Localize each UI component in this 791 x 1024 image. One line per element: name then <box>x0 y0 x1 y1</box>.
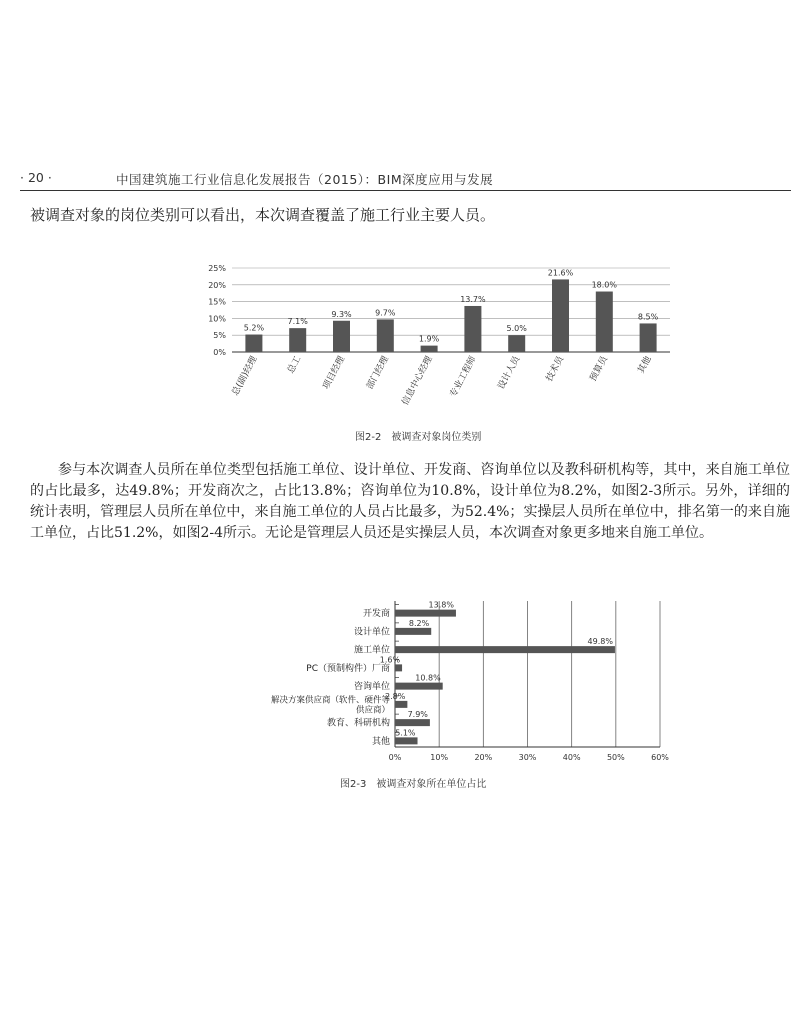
x-tick-label: 60% <box>651 753 669 762</box>
page-number: · 20 · <box>20 170 52 185</box>
bar <box>395 683 443 690</box>
data-label: 1.6% <box>379 655 401 665</box>
bar <box>395 664 402 671</box>
bar <box>395 646 615 653</box>
y-tick-label-line: PC（预制构件）厂商 <box>306 663 390 674</box>
y-tick-label <box>372 735 390 747</box>
bar <box>395 719 430 726</box>
bar <box>395 701 407 708</box>
bar <box>395 737 418 744</box>
data-label: 9.3% <box>331 309 352 319</box>
bar <box>289 328 306 352</box>
y-tick-label-line: 开发商 <box>362 609 390 620</box>
x-tick-label: 设计人员 <box>496 354 523 392</box>
y-tick-label-line: 咨询单位 <box>353 682 390 693</box>
body-paragraph: 参与本次调查人员所在单位类型包括施工单位、设计单位、开发商、咨询单位以及教科研机构等，其中，来自施工单位的占比最多，达49.8%；开发商次之，占比13.8%；咨询单位为10.8%，设计单位为8.2%，如图2-3所示。另外，详细的统计表明，管理层人员所在单位中，来自施工单位的人员占比最多，为52.4%；实操层人员所在单位中，排名第一的来自施工单位，占比51.2%，如图2-4所示。无论是管理层人员还是实操层人员，本次调查对象更多地来自施工单位。 <box>30 462 790 541</box>
y-tick-label-line: 教育、科研机构 <box>326 718 390 729</box>
x-tick-label: 专业工程师 <box>448 354 479 400</box>
y-tick-label <box>354 644 390 656</box>
y-tick-label-line: 供应商） <box>355 705 390 716</box>
y-tick-label-line: 其他 <box>371 736 390 747</box>
x-tick-label: 40% <box>562 753 581 762</box>
x-tick-label: 技术员 <box>544 354 567 384</box>
data-label: 5.2% <box>243 323 265 333</box>
y-tick-label: 15% <box>208 297 226 307</box>
bar <box>395 610 456 617</box>
data-label: 8.2% <box>408 618 430 628</box>
data-label: 2.8% <box>385 691 406 701</box>
bar <box>333 321 350 352</box>
data-label: 9.7% <box>375 308 396 318</box>
y-tick-label <box>354 680 390 692</box>
bar <box>552 279 569 352</box>
data-label: 7.1% <box>287 317 308 327</box>
bar <box>596 292 613 352</box>
data-label: 18.0% <box>591 280 618 290</box>
y-tick-label: 10% <box>208 314 226 324</box>
x-tick-label: 30% <box>518 753 537 762</box>
data-label: 7.9% <box>407 710 428 720</box>
x-tick-label: 20% <box>474 753 493 762</box>
x-tick-label: 部门经理 <box>365 354 391 392</box>
bar <box>508 335 525 352</box>
y-tick-label <box>271 694 391 715</box>
running-header <box>20 168 791 191</box>
y-tick-label-line: 施工单位 <box>353 645 390 656</box>
data-label: 5.1% <box>395 728 416 738</box>
bar <box>421 346 438 352</box>
data-label: 10.8% <box>415 673 441 683</box>
y-tick-label <box>327 717 390 729</box>
y-tick-label: 20% <box>208 280 226 290</box>
x-tick-label: 其他 <box>636 354 654 376</box>
x-tick-label: 总(副)经理 <box>230 354 260 398</box>
bar <box>640 323 657 352</box>
x-tick-label: 50% <box>606 753 625 762</box>
data-label: 1.9% <box>418 334 440 344</box>
intro-sentence: 被调查对象的岗位类别可以看出，本次调查覆盖了施工行业主要人员。 <box>30 206 496 224</box>
x-tick-label: 预算员 <box>588 354 610 384</box>
x-tick-label: 0% <box>388 753 402 762</box>
y-tick-label-line: 解决方案供应商（软件、硬件等 <box>270 695 390 706</box>
x-tick-label: 信息中心经理 <box>400 354 435 408</box>
y-tick-label: 25% <box>208 264 226 273</box>
position-category-chart <box>200 262 680 422</box>
x-tick-label: 总工 <box>286 354 304 376</box>
bar <box>377 319 394 352</box>
data-label: 8.5% <box>637 312 659 322</box>
bar <box>245 335 262 352</box>
figure2-caption: 图2-3 被调查对象所在单位占比 <box>340 779 487 790</box>
bar <box>395 628 431 635</box>
y-tick-label: 0% <box>213 348 226 357</box>
data-label: 13.8% <box>428 600 454 610</box>
y-tick-label: 5% <box>213 331 226 341</box>
bar <box>464 306 481 352</box>
x-tick-label: 10% <box>430 753 449 762</box>
figure1-caption: 图2-2 被调查对象岗位类别 <box>355 432 482 443</box>
data-label: 21.6% <box>547 268 574 278</box>
data-label: 13.7% <box>460 294 486 304</box>
data-label: 5.0% <box>506 324 527 334</box>
x-tick-label: 项目经理 <box>321 354 348 392</box>
organization-type-chart <box>240 597 680 767</box>
header-title: 中国建筑施工行业信息化发展报告（2015）：BIM深度应用与发展 <box>116 172 494 187</box>
y-tick-label <box>306 662 390 674</box>
data-label: 49.8% <box>587 637 613 647</box>
y-tick-label <box>354 625 390 637</box>
y-tick-label <box>363 607 390 619</box>
y-tick-label-line: 设计单位 <box>353 627 390 638</box>
